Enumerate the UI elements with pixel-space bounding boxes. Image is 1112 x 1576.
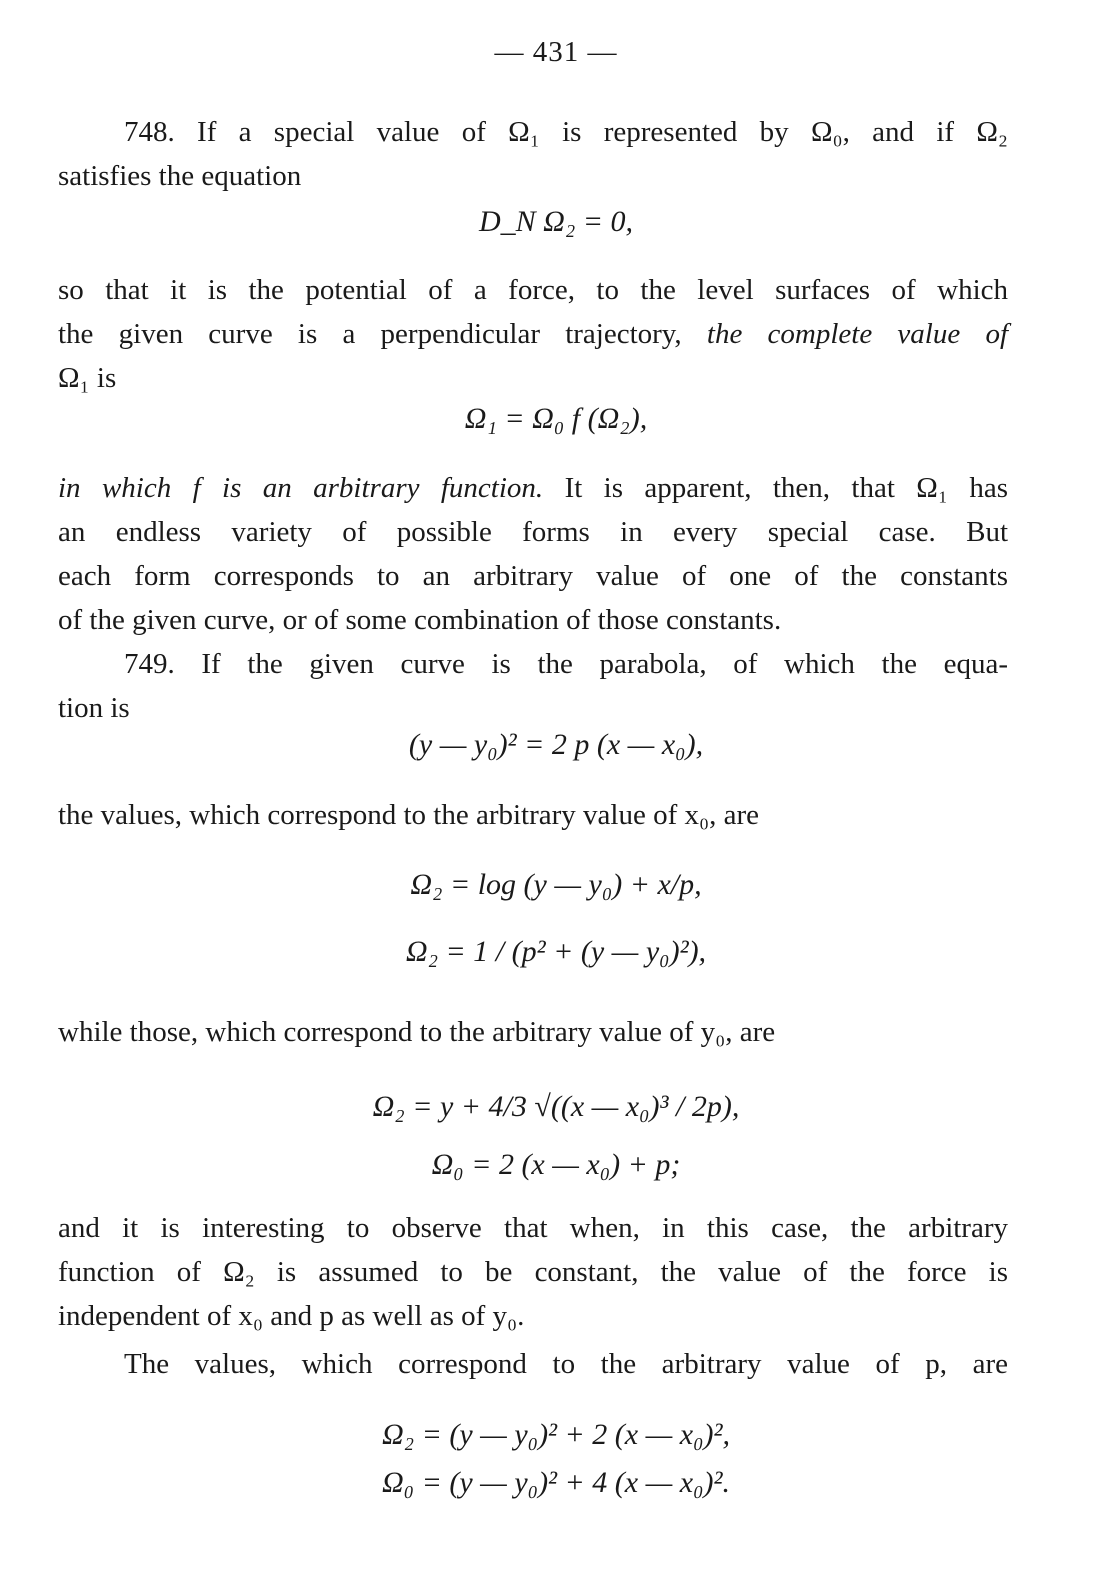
paragraph-749-values-x0 [58, 793, 1008, 837]
text-line: each form corresponds to an arbitrary value of one of the constants [58, 560, 1008, 592]
text-line: satisfies the equation [58, 160, 302, 192]
text-line: the values, which correspond to the arbitrary value of x₀, are [58, 799, 760, 831]
text-line-part: the given curve is a perpendicular trajectory, [58, 318, 682, 350]
italic-text: in which f is an arbitrary function. [58, 472, 544, 504]
equation-omega0-quadratic: Ω₀ = (y — y₀)² + 4 (x — x₀)². [381, 1466, 731, 1499]
text-line: 748. If a special value of Ω₁ is represented by Ω₀, and if Ω₂ [124, 116, 1008, 148]
equation-omega2-reciprocal: Ω₂ = 1 / (p² + (y — y₀)²), [405, 935, 707, 968]
paragraph-748-continued [58, 268, 1008, 400]
text-line [58, 312, 1008, 356]
text-line: tion is [58, 692, 130, 724]
text-line: function of Ω₂ is assumed to be constant, the value of the force is [58, 1256, 1008, 1288]
equation-omega2-quadratic: Ω₂ = (y — y₀)² + 2 (x — x₀)², [381, 1418, 731, 1451]
text-line: and it is interesting to observe that when, in this case, the arbitrary [58, 1212, 1008, 1244]
text-line: Ω₁ is [58, 362, 117, 394]
paragraph-749 [58, 642, 1008, 730]
text-line: of the given curve, or of some combination of those constants. [58, 604, 782, 636]
text-line [58, 466, 1008, 510]
equation-parabola: (y — y₀)² = 2 p (x — x₀), [408, 728, 704, 761]
equation-omega2-log: Ω₂ = log (y — y₀) + x/p, [410, 868, 702, 901]
equation-laplace: D_N Ω₂ = 0, [478, 205, 634, 238]
text-line: independent of x₀ and p as well as of y₀. [58, 1300, 525, 1332]
equation-omega0-linear: Ω₀ = 2 (x — x₀) + p; [431, 1148, 681, 1181]
text-line: so that it is the potential of a force, to the level surfaces of which [58, 274, 1008, 306]
italic-text: the complete value of [706, 318, 1009, 350]
text-line: The values, which correspond to the arbitrary value of p, are [124, 1348, 1008, 1380]
paragraph-749-values-p [58, 1342, 1008, 1386]
equation-omega2-sqrt: Ω₂ = y + 4/3 √((x — x₀)³ / 2p), [372, 1090, 740, 1123]
paragraph-749-values-y0 [58, 1010, 1008, 1054]
text-line: 749. If the given curve is the parabola, of which the equa- [124, 648, 1008, 680]
paragraph-748-arbitrary [58, 466, 1008, 642]
equation-complete-value: Ω₁ = Ω₀ f (Ω₂), [464, 402, 648, 435]
text-line: an endless variety of possible forms in every special case. But [58, 516, 1008, 548]
paragraph-749-observation [58, 1206, 1008, 1338]
text-line: while those, which correspond to the arbitrary value of y₀, are [58, 1016, 776, 1048]
text-line-part: It is apparent, then, that Ω₁ has [564, 472, 1009, 504]
paragraph-748 [58, 110, 1008, 198]
page-number: — 431 — [494, 36, 618, 68]
